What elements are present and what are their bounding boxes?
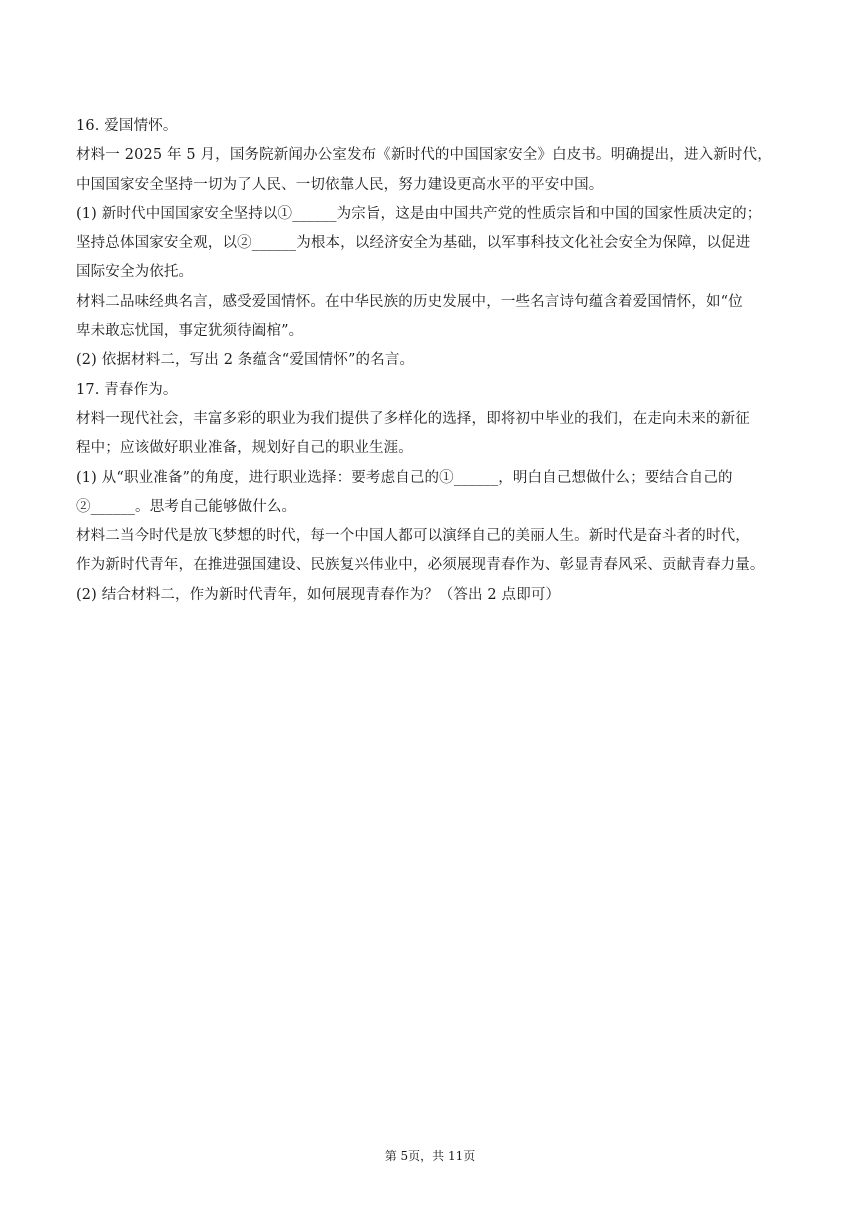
question-17-part-1: (1) 从“职业准备”的角度，进行职业选择：要考虑自己的①______，明白自己想做什么；要结合自己的 — [76, 469, 733, 486]
question-17-part-1-cont: ②______。思考自己能够做什么。 — [76, 498, 297, 515]
material-1-text: 材料一 2025 年 5 月，国务院新闻办公室发布《新时代的中国国家安全》白皮书。明确提出，进入新时代， — [76, 147, 772, 164]
material-1-text-cont: 中国国家安全坚持一切为了人民、一切依靠人民，努力建设更高水平的平安中国。 — [76, 176, 604, 193]
page-footer — [0, 1146, 860, 1166]
question-16-part-1: (1) 新时代中国国家安全坚持以①______为宗旨，这是由中国共产党的性质宗旨和中国的国家性质决定的； — [76, 205, 762, 222]
q17-material-2-text: 材料二当今时代是放飞梦想的时代，每一个中国人都可以演绎自己的美丽人生。新时代是奋斗者的时代， — [76, 528, 750, 545]
document-body — [76, 112, 796, 610]
question-16-part-2: (2) 依据材料二，写出 2 条蕴含“爱国情怀”的名言。 — [76, 352, 415, 369]
question-16-part-1-end: 国际安全为依托。 — [76, 264, 194, 281]
q17-material-2-text-cont: 作为新时代青年，在推进强国建设、民族复兴伟业中，必须展现青春作为、彰显青春风采、贡献青春力量。 — [76, 557, 765, 574]
page-number: 第 5页，共 11页 — [384, 1149, 476, 1163]
question-17-title: 17. 青春作为。 — [76, 381, 178, 398]
material-2-text-cont: 卑未敢忘忧国，事定犹须待阖棺”。 — [76, 323, 304, 340]
question-17-part-2: (2) 结合材料二，作为新时代青年，如何展现青春作为？（答出 2 点即可） — [76, 586, 561, 603]
question-16-title: 16. 爱国情怀。 — [76, 118, 178, 134]
q17-material-1-text-cont: 程中；应该做好职业准备，规划好自己的职业生涯。 — [76, 440, 413, 457]
q17-material-1-text: 材料一现代社会，丰富多彩的职业为我们提供了多样化的选择，即将初中毕业的我们，在走向未来的新征 — [76, 410, 750, 427]
material-2-text: 材料二品味经典名言，感受爱国情怀。在中华民族的历史发展中，一些名言诗句蕴含着爱国情怀，如“位 — [76, 293, 743, 310]
question-16-part-1-cont: 坚持总体国家安全观，以②______为根本，以经济安全为基础，以军事科技文化社会安全为保障，以促进 — [76, 235, 751, 252]
